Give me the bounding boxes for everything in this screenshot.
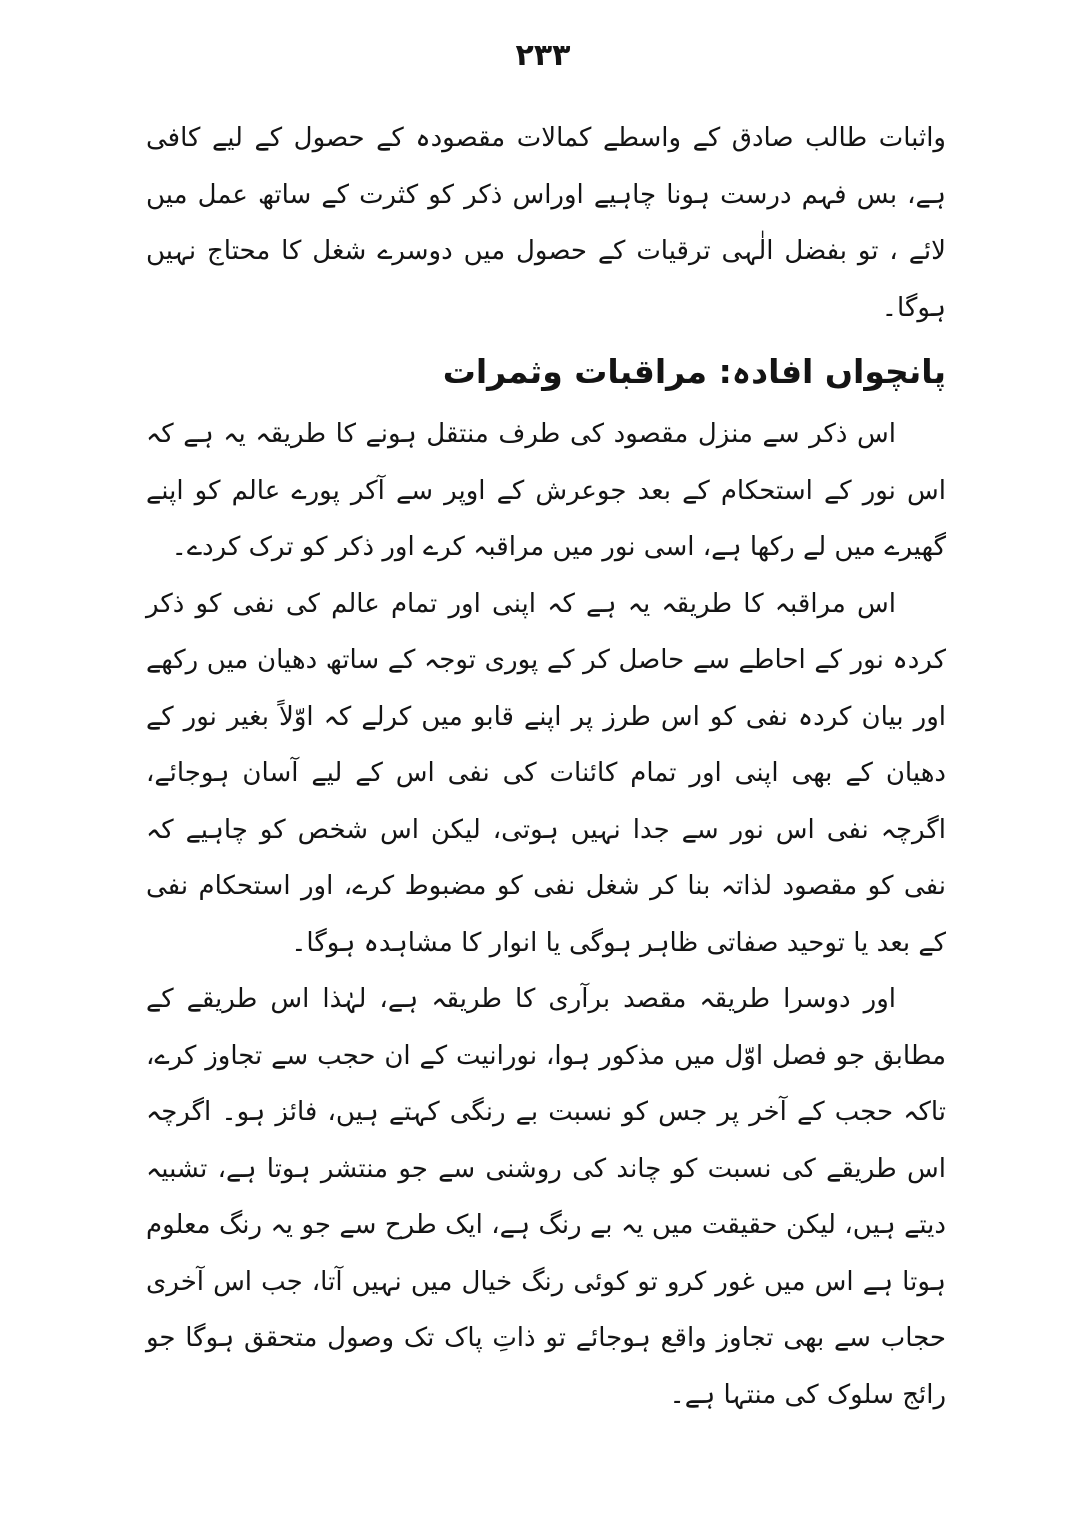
page-content [146,110,946,1423]
page-number: ۲۳۳ [515,38,571,73]
paragraph-2: اس مراقبہ کا طریقہ یہ ہے کہ اپنی اور تمام عالم کی نفی کو ذکر کردہ نور کے احاطے سے حاصل کر کے پوری توجہ کے ساتھ دھیان میں رکھے اور بیان کردہ نفی کو اس طرز پر اپنے قابو میں کرلے کہ اوّلاً بغیر نور کے دھیان کے بھی اپنی اور تمام کائنات کی نفی اس کے لیے آسان ہوجائے، اگرچہ نفی اس نور سے جدا نہیں ہوتی، لیکن اس شخص کو چاہیے کہ نفی کو مقصود لذاتہ بنا کر شغل نفی کو مضبوط کرے، اور استحکام نفی کے بعد یا توحید صفاتی ظاہر ہوگی یا انوار کا مشاہدہ ہوگا۔ [146,588,946,958]
paragraph-1: اس ذکر سے منزل مقصود کی طرف منتقل ہونے کا طریقہ یہ ہے کہ اس نور کے استحکام کے بعد جوعرش کے اوپر سے آکر پورے عالم کو اپنے گھیرے میں لے رکھا ہے، اسی نور میں مراقبہ کرے اور ذکر کو ترک کردے۔ [146,419,946,562]
paragraph-3: اور دوسرا طریقہ مقصد برآری کا طریقہ ہے، لہٰذا اس طریقے کے مطابق جو فصل اوّل میں مذکور ہوا، نورانیت کے ان حجب سے تجاوز کرے، تاکہ حجب کے آخر پر جس کو نسبت بے رنگی کہتے ہیں، فائز ہو۔ اگرچہ اس طریقے کی نسبت کو چاند کی روشنی سے جو منتشر ہوتا ہے، تشبیہ دیتے ہیں، لیکن حقیقت میں یہ بے رنگ ہے، ایک طرح سے جو یہ رنگ معلوم ہوتا ہے اس میں غور کرو تو کوئی رنگ خیال میں نہیں آتا، جب اس آخری حجاب سے بھی تجاوز واقع ہوجائے تو ذاتِ پاک تک وصول متحقق ہوگا جو رائج سلوک کی منتہا ہے۔ [146,984,946,1410]
section-heading: پانچواں افادہ: مراقبات وثمرات [442,352,946,391]
paragraph-intro: واثبات طالب صادق کے واسطے کمالات مقصودہ کے حصول کے لیے کافی ہے، بس فہم درست ہونا چاہیے اوراس ذکر کو کثرت کے ساتھ عمل میں لائے ، تو بفضل الٰہی ترقیات کے حصول میں دوسرے شغل کا محتاج نہیں ہوگا۔ [146,123,946,323]
